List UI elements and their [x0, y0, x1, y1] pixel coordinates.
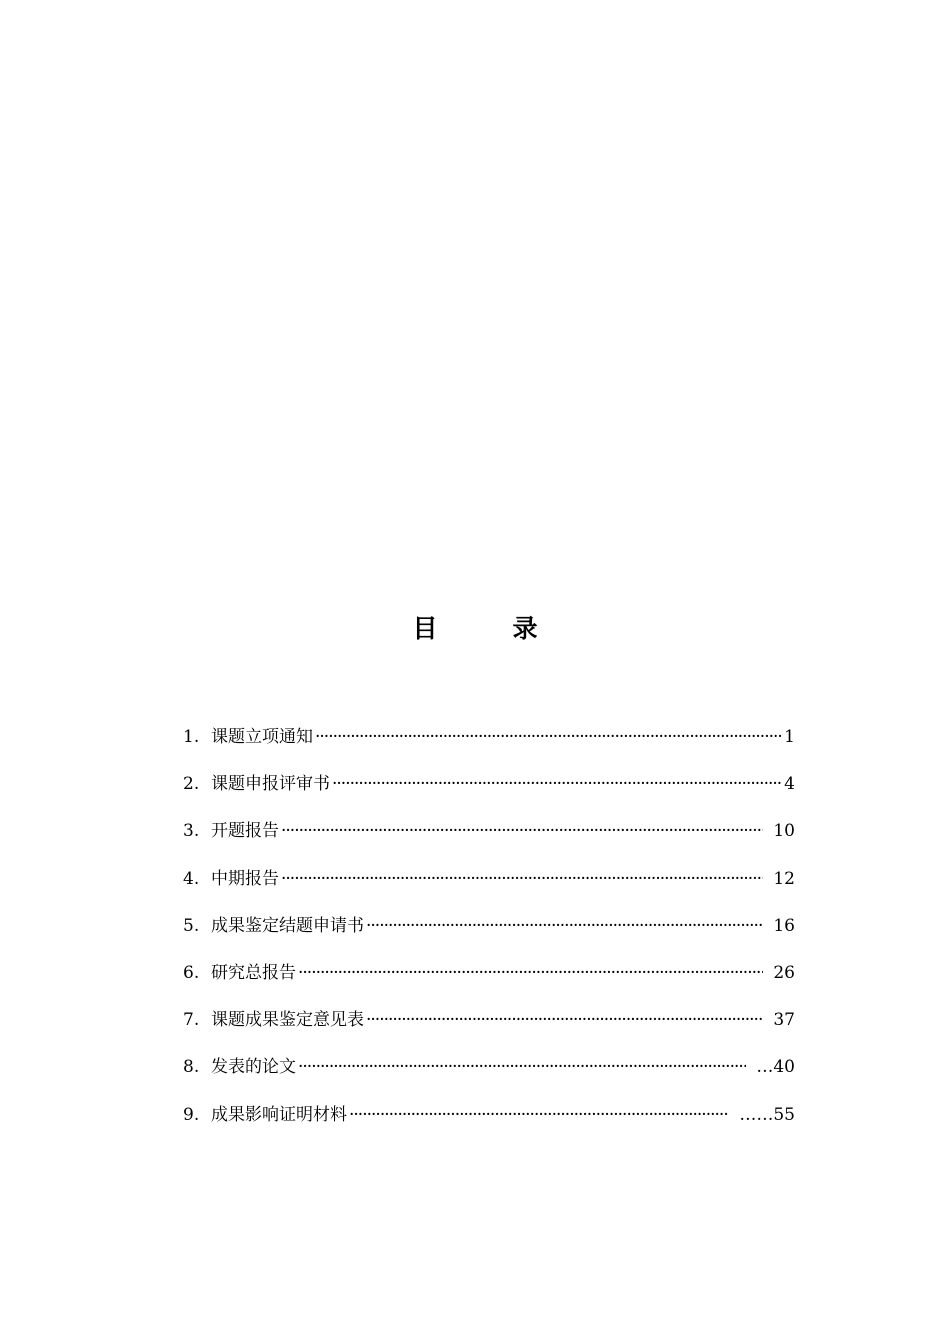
toc-entry-title: 中期报告	[211, 868, 279, 889]
toc-entry-number: 4.	[183, 868, 200, 889]
toc-entry-page: 10	[773, 821, 795, 842]
toc-entry	[183, 1005, 795, 1052]
toc-list	[183, 722, 795, 1147]
toc-entry-number: 3.	[183, 821, 200, 842]
toc-leader-dots	[349, 1100, 729, 1130]
toc-entry-number: 8.	[183, 1057, 200, 1078]
toc-leader-dots	[281, 816, 763, 846]
toc-leader-dots	[366, 1005, 763, 1035]
toc-entry	[183, 864, 795, 911]
toc-entry	[183, 816, 795, 863]
toc-entry-page: 1	[784, 727, 795, 747]
toc-entry-number: 2.	[183, 774, 200, 795]
toc-entry	[183, 911, 795, 958]
toc-entry-page: …40	[756, 1057, 795, 1078]
toc-entry-title: 课题申报评审书	[211, 774, 330, 795]
toc-entry-title: 成果鉴定结题申请书	[211, 915, 364, 936]
toc-entry-page: 26	[773, 962, 795, 983]
toc-entry-page: 37	[773, 1010, 795, 1031]
toc-entry	[183, 769, 795, 816]
toc-entry	[183, 1052, 795, 1099]
toc-entry-number: 5.	[183, 915, 200, 936]
toc-entry-number: 7.	[183, 1010, 200, 1031]
toc-entry-page: 4	[784, 774, 795, 795]
toc-entry-number: 6.	[183, 962, 200, 983]
toc-leader-dots	[298, 1052, 746, 1082]
toc-entry-title: 研究总报告	[211, 962, 296, 983]
toc-entry	[183, 722, 795, 769]
toc-entry-title: 成果影响证明材料	[211, 1104, 347, 1125]
toc-entry	[183, 958, 795, 1005]
toc-entry-page: 12	[773, 868, 795, 889]
toc-entry-number: 1.	[183, 727, 200, 747]
toc-title: 目 录	[412, 614, 538, 643]
toc-entry-page: 16	[773, 915, 795, 936]
toc-leader-dots	[281, 864, 763, 894]
toc-entry	[183, 1100, 795, 1147]
toc-entry-title: 课题成果鉴定意见表	[211, 1010, 364, 1031]
toc-leader-dots	[315, 722, 781, 752]
toc-entry-title: 课题立项通知	[211, 727, 313, 747]
toc-entry-title: 开题报告	[211, 821, 279, 842]
toc-leader-dots	[366, 911, 763, 941]
toc-entry-page: ……55	[739, 1104, 795, 1125]
toc-entry-title: 发表的论文	[211, 1057, 296, 1078]
toc-entry-number: 9.	[183, 1104, 200, 1125]
toc-leader-dots	[332, 769, 781, 799]
toc-leader-dots	[298, 958, 763, 988]
